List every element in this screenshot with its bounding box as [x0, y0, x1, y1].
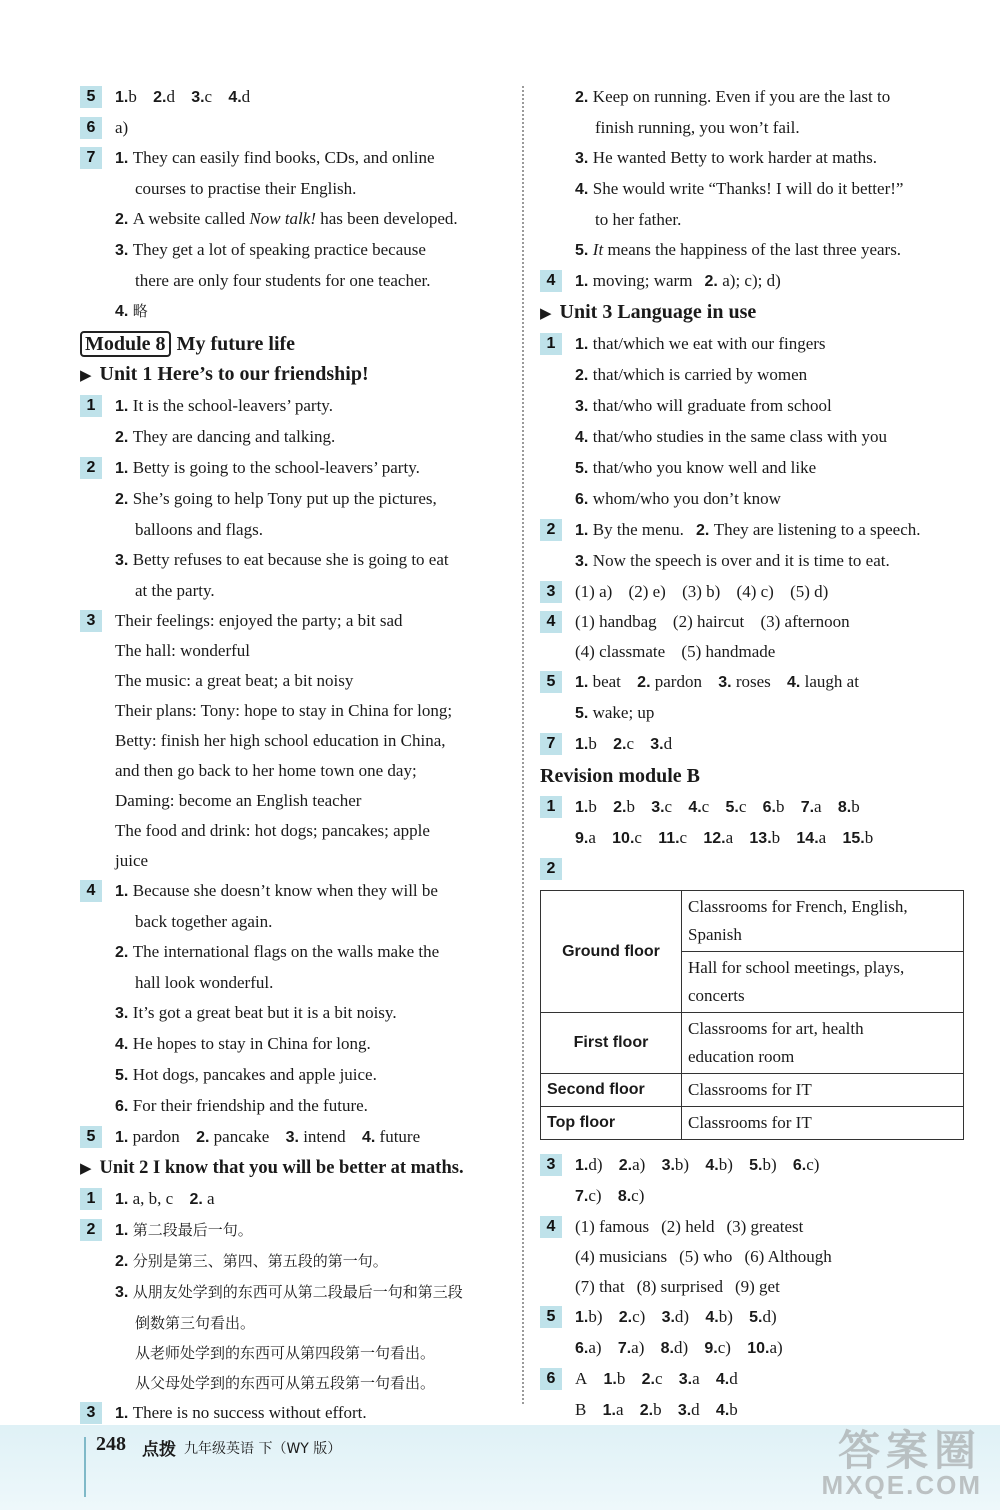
answer-line: 2. that/which is carried by women [575, 365, 808, 384]
answer-line: and then go back to her home town one day; [115, 761, 417, 780]
question-2 [540, 854, 966, 1140]
question-4 [80, 876, 508, 1122]
question-1 [540, 792, 966, 854]
answer-line: (1) a) (2) e) (3) b) (4) c) (5) d) [575, 582, 829, 601]
answer-line: there are only four students for one teacher. [135, 271, 431, 290]
question-2 [540, 515, 966, 577]
question-number: 4 [540, 270, 562, 292]
table-cell: Classrooms for IT [682, 1074, 964, 1107]
answer-line: 1.b 2.b 3.c 4.c 5.c 6.b 7.a 8.b [575, 797, 860, 816]
table-row [541, 1013, 964, 1074]
question-3 [80, 606, 508, 876]
answer-line: 1. Because she doesn’t know when they will be [115, 881, 438, 900]
answer-line: finish running, you won’t fail. [595, 118, 800, 137]
floor-label: Top floor [541, 1107, 682, 1140]
answer-line: (4) musicians (5) who (6) Although [575, 1247, 832, 1266]
question-number: 2 [80, 1219, 102, 1241]
answer-line: 5. Hot dogs, pancakes and apple juice. [115, 1065, 377, 1084]
right-column [540, 82, 966, 1457]
column-divider [522, 86, 524, 1404]
watermark [802, 1418, 992, 1506]
answer-line: 1. It is the school-leavers’ party. [115, 396, 333, 415]
answer-line: to her father. [595, 210, 682, 229]
answer-line: Their plans: Tony: hope to stay in China for long; [115, 701, 453, 720]
question-5 [80, 82, 508, 113]
triangle-icon: ▶ [80, 368, 92, 384]
answer-line: at the party. [135, 581, 215, 600]
answer-line: 3. Now the speech is over and it is time to eat. [575, 551, 890, 570]
answer-line: 4. He hopes to stay in China for long. [115, 1034, 371, 1053]
answer-line: 1. pardon 2. pancake 3. intend 4. future [115, 1127, 421, 1146]
table-cell: Classrooms for art, health education room [682, 1013, 964, 1074]
answer-line: 9.a 10.c 11.c 12.a 13.b 14.a 15.b [575, 828, 874, 847]
question-5 [80, 1122, 508, 1153]
page-number: 248 [96, 1433, 126, 1455]
answer-line: balloons and flags. [135, 520, 263, 539]
answer-line: 2. She’s going to help Tony put up the pictures, [115, 489, 437, 508]
question-5 [540, 667, 966, 729]
question-number: 1 [540, 796, 562, 818]
question-7 [540, 729, 966, 760]
question-2 [80, 453, 508, 606]
answer-line: juice [115, 851, 149, 870]
module-title: My future life [176, 333, 296, 355]
table-cell: Classrooms for IT [682, 1107, 964, 1140]
answer-line: 1. Betty is going to the school-leavers’ party. [115, 458, 420, 477]
question-number: 3 [540, 581, 562, 603]
answer-line: 4. She would write “Thanks! I will do it better!” [575, 179, 904, 198]
question-1 [80, 1184, 508, 1215]
question-number: 7 [80, 147, 102, 169]
book-title: 九年级英语 下（WY 版） [184, 1441, 342, 1457]
floor-label: Ground floor [541, 891, 682, 1013]
question-number: 1 [540, 333, 562, 355]
answer-line: (1) famous (2) held (3) greatest [575, 1217, 804, 1236]
question-number: 2 [80, 457, 102, 479]
answer-line: 5. that/who you know well and like [575, 458, 817, 477]
answer-line: 1.d) 2.a) 3.b) 4.b) 5.b) 6.c) [575, 1155, 820, 1174]
answer-line: 5. It means the happiness of the last three years. [575, 240, 902, 259]
answer-line: 1. moving; warm 2. a); c); d) [575, 271, 781, 290]
answer-line: 从父母处学到的东西可从第五段第一句看出。 [135, 1374, 436, 1392]
answer-line: 1.b 2.c 3.d [575, 734, 673, 753]
answer-line: a) [115, 118, 129, 137]
answer-line: 4. that/who studies in the same class with you [575, 427, 887, 446]
brand-logo: 点拨 [142, 1440, 176, 1460]
unit-heading: ▶ Unit 3 Language in use [540, 301, 757, 323]
answer-line: 3. 从朋友处学到的东西可从第二段最后一句和第三段 [115, 1283, 463, 1301]
table-cell: Classrooms for French, English, Spanish [682, 891, 964, 952]
answer-line: (1) handbag (2) haircut (3) afternoon [575, 612, 850, 631]
unit-heading: ▶ Unit 1 Here’s to our friendship! [80, 363, 369, 385]
answer-line: 1. that/which we eat with our fingers [575, 334, 826, 353]
answer-line: hall look wonderful. [135, 973, 274, 992]
watermark-url: MXQE.COM [821, 1470, 982, 1500]
question-number: 5 [80, 86, 102, 108]
answer-line: 3. It’s got a great beat but it is a bit noisy. [115, 1003, 397, 1022]
answer-line: 1. beat 2. pardon 3. roses 4. laugh at [575, 672, 859, 691]
answer-line: 1. a, b, c 2. a [115, 1189, 215, 1208]
question-number: 2 [540, 858, 562, 880]
question-number: 5 [540, 1306, 562, 1328]
floor-table [540, 890, 964, 1140]
answer-line: 倒数第三句看出。 [135, 1314, 256, 1332]
answer-line: (7) that (8) surprised (9) get [575, 1277, 780, 1296]
unit-heading: ▶ Unit 2 I know that you will be better at maths. [80, 1158, 464, 1178]
answer-line: 4. 略 [115, 302, 148, 320]
question-5 [540, 1302, 966, 1364]
answer-line: 2. They are dancing and talking. [115, 427, 336, 446]
question-number: 6 [80, 117, 102, 139]
triangle-icon: ▶ [540, 306, 552, 322]
table-cell: Hall for school meetings, plays, concerts [682, 952, 964, 1013]
question-number: 5 [80, 1126, 102, 1148]
table-row [541, 1074, 964, 1107]
answer-line: courses to practise their English. [135, 179, 357, 198]
question-number: 4 [540, 1216, 562, 1238]
answer-line: (4) classmate (5) handmade [575, 642, 776, 661]
question-number: 7 [540, 733, 562, 755]
question-3 [540, 1150, 966, 1212]
answer-line: 3. Betty refuses to eat because she is going to eat [115, 550, 449, 569]
answer-line: A 1.b 2.c 3.a 4.d [575, 1369, 738, 1388]
answer-line: 3. They get a lot of speaking practice because [115, 240, 426, 259]
question-number: 3 [80, 610, 102, 632]
answer-line: Betty: finish her high school education in China, [115, 731, 446, 750]
answer-line: 2. Keep on running. Even if you are the last to [575, 87, 891, 106]
module-label: Module 8 [80, 331, 171, 357]
answer-line: 5. wake; up [575, 703, 655, 722]
floor-label: First floor [541, 1013, 682, 1074]
answer-line: B 1.a 2.b 3.d 4.b [575, 1400, 738, 1419]
answer-line: 6. For their friendship and the future. [115, 1096, 368, 1115]
answer-line: Daming: become an English teacher [115, 791, 362, 810]
answer-line: 2. 分别是第三、第四、第五段的第一句。 [115, 1252, 388, 1270]
table-row [541, 891, 964, 952]
answer-line: 1. They can easily find books, CDs, and online [115, 148, 435, 167]
answer-line: 3. He wanted Betty to work harder at maths. [575, 148, 877, 167]
question-4 [540, 266, 966, 297]
answer-line: 6.a) 7.a) 8.d) 9.c) 10.a) [575, 1338, 783, 1357]
answer-line: back together again. [135, 912, 273, 931]
question-number: 2 [540, 519, 562, 541]
footer-rule [84, 1437, 86, 1497]
question-2 [80, 1215, 508, 1398]
revision-heading: Revision module B [540, 765, 701, 787]
answer-line: 从老师处学到的东西可从第四段第一句看出。 [135, 1344, 436, 1362]
question-6 [80, 113, 508, 143]
answer-line: 2. A website called Now talk! has been developed. [115, 209, 458, 228]
answer-line: 1. There is no success without effort. [115, 1403, 367, 1422]
watermark-text: 答案圈 [837, 1426, 982, 1475]
left-column [80, 82, 508, 1429]
question-1 [80, 391, 508, 453]
answer-line: 1. By the menu. 2. They are listening to a speech. [575, 520, 921, 539]
answer-line: The music: a great beat; a bit noisy [115, 671, 354, 690]
question-number: 4 [80, 880, 102, 902]
question-3-continued [540, 82, 966, 266]
question-4 [540, 607, 966, 667]
question-number: 3 [540, 1154, 562, 1176]
question-number: 4 [540, 611, 562, 633]
question-number: 3 [80, 1402, 102, 1424]
floor-label: Second floor [541, 1074, 682, 1107]
answer-line: The hall: wonderful [115, 641, 251, 660]
answer-line: The food and drink: hot dogs; pancakes; apple [115, 821, 430, 840]
question-7 [80, 143, 508, 327]
question-number: 1 [80, 1188, 102, 1210]
question-number: 1 [80, 395, 102, 417]
answer-line: 1.b) 2.c) 3.d) 4.b) 5.d) [575, 1307, 777, 1326]
question-3 [540, 577, 966, 607]
answer-line: 3. that/who will graduate from school [575, 396, 832, 415]
triangle-icon: ▶ [80, 1161, 92, 1177]
question-number: 5 [540, 671, 562, 693]
answer-line: 2. The international flags on the walls make the [115, 942, 440, 961]
answer-line: Their feelings: enjoyed the party; a bit sad [115, 611, 403, 630]
answer-line: 6. whom/who you don’t know [575, 489, 781, 508]
table-row [541, 1107, 964, 1140]
module-heading [80, 329, 508, 359]
question-1 [540, 329, 966, 515]
answer-line: 7.c) 8.c) [575, 1186, 645, 1205]
question-number: 6 [540, 1368, 562, 1390]
question-4 [540, 1212, 966, 1302]
answer-line: 1. 第二段最后一句。 [115, 1221, 253, 1239]
answer-line: 1.b 2.d 3.c 4.d [115, 87, 251, 106]
